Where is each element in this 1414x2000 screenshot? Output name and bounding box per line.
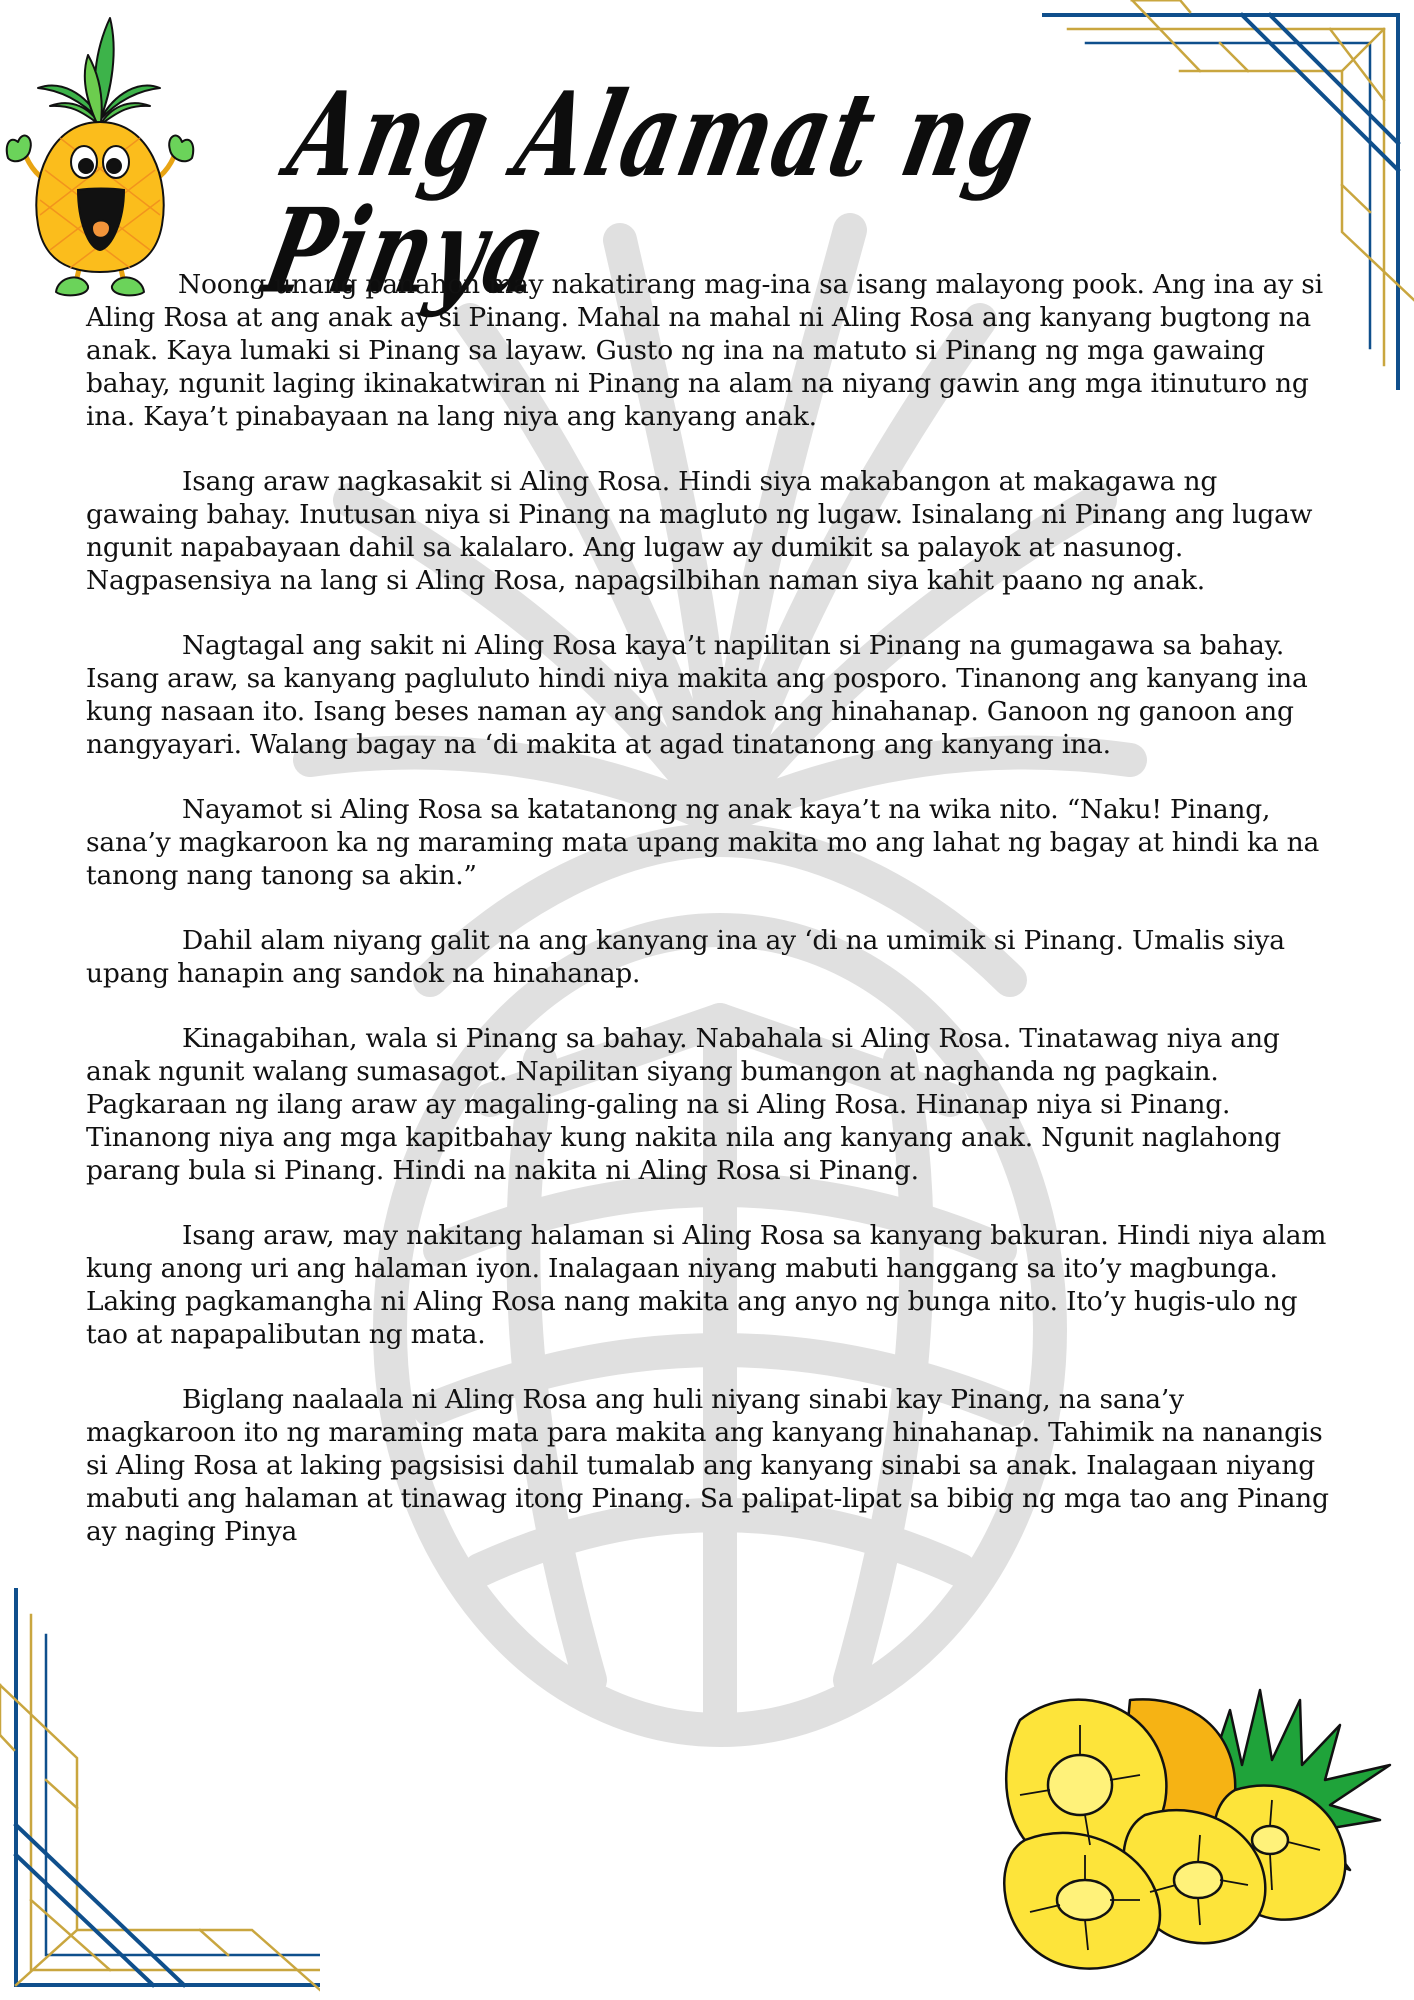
paragraph-7: Isang araw, may nakitang halaman si Aling Rosa sa kanyang bakuran. Hindi niya alam kung anong uri ang halaman iyon. Inalagaan niyang mabuti hanggang sa ito’y magbunga. Laking pagkamangha ni Aling Rosa nang makita ang anyo ng bunga nito. Ito’y hugis-ulo ng tao at napapalibutan ng mata.: [86, 1220, 1327, 1350]
story-body: [86, 268, 1336, 1580]
paragraph-2: Isang araw nagkasakit si Aling Rosa. Hindi siya makabangon at makagawa ng gawaing bahay. Inutusan niya si Pinang na magluto ng lugaw. Isinalang ni Pinang ang lugaw ngunit napabayaan dahil sa kalalaro. Ang lugaw ay dumikit sa palayok at nasunog. Nagpasensiya na lang si Aling Rosa, napagsilbihan naman siya kahit paano ng anak.: [86, 466, 1313, 596]
pineapple-slices-icon: [980, 1680, 1400, 1990]
pineapple-mascot-icon: [0, 10, 200, 300]
paragraph-3: Nagtagal ang sakit ni Aling Rosa kaya’t napilitan si Pinang na gumagawa sa bahay. Isang araw, sa kanyang pagluluto hindi niya makita ang posporo. Tinanong ang kanyang ina kung nasaan ito. Isang beses naman ay ang sandok ang hinahanap. Ganoon ng ganoon ang nangyayari. Walang bagay na ‘di makita at agad tinatanong ang kanyang ina.: [86, 630, 1308, 760]
paragraph-1: Noong unang panahon may nakatirang mag-ina sa isang malayong pook. Ang ina ay si Aling Rosa at ang anak ay si Pinang. Mahal na mahal ni Aling Rosa ang kanyang bugtong na anak. Kaya lumaki si Pinang sa layaw. Gusto ng ina na matuto si Pinang ng mga gawaing bahay, ngunit laging ikinakatwiran ni Pinang na alam na niyang gawin ang mga itinuturo ng ina. Kaya’t pinabayaan na lang niya ang kanyang anak.: [86, 269, 1323, 432]
paragraph-6: Kinagabihan, wala si Pinang sa bahay. Nabahala si Aling Rosa. Tinatawag niya ang anak ngunit walang sumasagot. Napilitan siyang bumangon at naghanda ng pagkain. Pagkaraan ng ilang araw ay magaling-galing na si Aling Rosa. Hinanap niya si Pinang. Tinanong niya ang mga kapitbahay kung nakita nila ang kanyang anak. Ngunit naglahong parang bula si Pinang. Hindi na nakita ni Aling Rosa si Pinang.: [86, 1023, 1282, 1186]
paragraph-4: Nayamot si Aling Rosa sa katatanong ng anak kaya’t na wika nito. “Naku! Pinang, sana’y magkaroon ka ng maraming mata upang makita mo ang lahat ng bagay at hindi ka na tanong nang tanong sa akin.”: [86, 794, 1320, 891]
corner-frame-bottom-left: [0, 1570, 320, 2000]
paragraph-5: Dahil alam niyang galit na ang kanyang ina ay ‘di na umimik si Pinang. Umalis siya upang hanapin ang sandok na hinahanap.: [86, 925, 1285, 989]
page-title: Ang Alamat ng Pinya: [253, 67, 1047, 320]
paragraph-8: Biglang naalaala ni Aling Rosa ang huli niyang sinabi kay Pinang, na sana’y magkaroon ito ng maraming mata para makita ang kanyang hinahanap. Tahimik na nanangis si Aling Rosa at laking pagsisisi dahil tumalab ang kanyang sinabi sa anak. Inalagaan niyang mabuti ang halaman at tinawag itong Pinang. Sa palipat-lipat sa bibig ng mga tao ang Pinang ay naging Pinya: [86, 1384, 1329, 1547]
